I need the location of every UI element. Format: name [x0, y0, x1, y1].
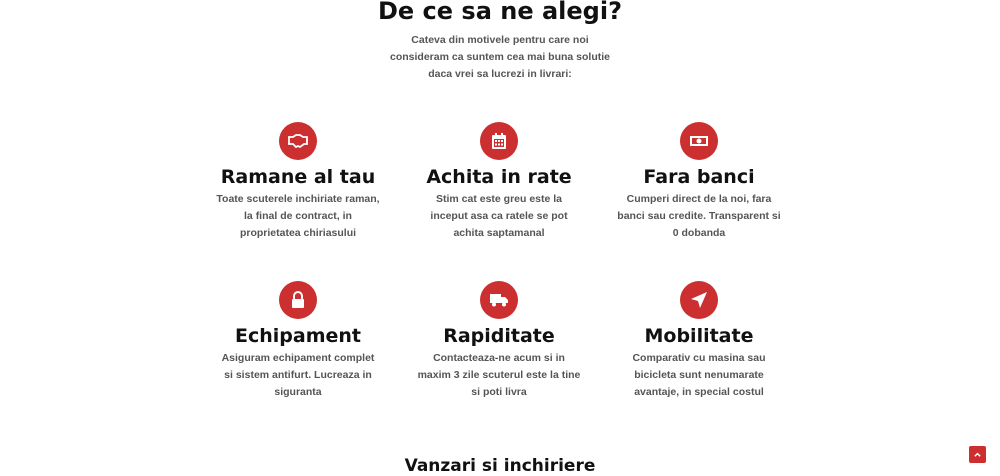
- location-arrow-icon: [680, 281, 718, 319]
- calendar-icon: [480, 122, 518, 160]
- section-title: Vanzari si inchiriere: [404, 456, 596, 476]
- lock-icon: [279, 281, 317, 319]
- feature-fara-banci: [609, 122, 789, 242]
- feature-achita-in-rate: [409, 122, 589, 242]
- money-bill-icon: [680, 122, 718, 160]
- feature-rapiditate: [409, 281, 589, 401]
- feature-title: Achita in rate: [426, 166, 572, 188]
- feature-title: Echipament: [235, 325, 361, 347]
- chevron-up-icon: [973, 450, 982, 459]
- feature-text: Stim cat este greu este la inceput asa ca ratele se pot achita saptamanal: [430, 193, 568, 239]
- feature-title: Mobilitate: [644, 325, 754, 347]
- feature-mobilitate: [609, 281, 789, 401]
- feature-text: Comparativ cu masina sau bicicleta sunt nenumarate avantaje, in special costul: [632, 352, 766, 398]
- feature-title: Fara banci: [643, 166, 755, 188]
- feature-text: Contacteaza-ne acum si in maxim 3 zile scuterul este la tine si poti livra: [417, 352, 581, 398]
- feature-text: Asiguram echipament complet si sistem antifurt. Lucreaza in siguranta: [221, 352, 375, 398]
- feature-text: Cumperi direct de la noi, fara banci sau credite. Transparent si 0 dobanda: [617, 193, 781, 239]
- feature-title: Rapiditate: [443, 325, 555, 347]
- feature-title: Ramane al tau: [220, 166, 376, 188]
- feature-ramane-al-tau: [208, 122, 388, 242]
- feature-text: Toate scuterele inchiriate raman, la final de contract, in proprietatea chiriasului: [216, 193, 380, 239]
- scroll-to-top-button[interactable]: [969, 446, 986, 463]
- page-subtitle: Cateva din motivele pentru care noi consideram ca suntem cea mai buna solutie daca vrei sa lucrezi in livrari:: [390, 34, 610, 80]
- truck-icon: [480, 281, 518, 319]
- page-title: De ce sa ne alegi?: [378, 0, 622, 25]
- feature-echipament: [208, 281, 388, 401]
- handshake-icon: [279, 122, 317, 160]
